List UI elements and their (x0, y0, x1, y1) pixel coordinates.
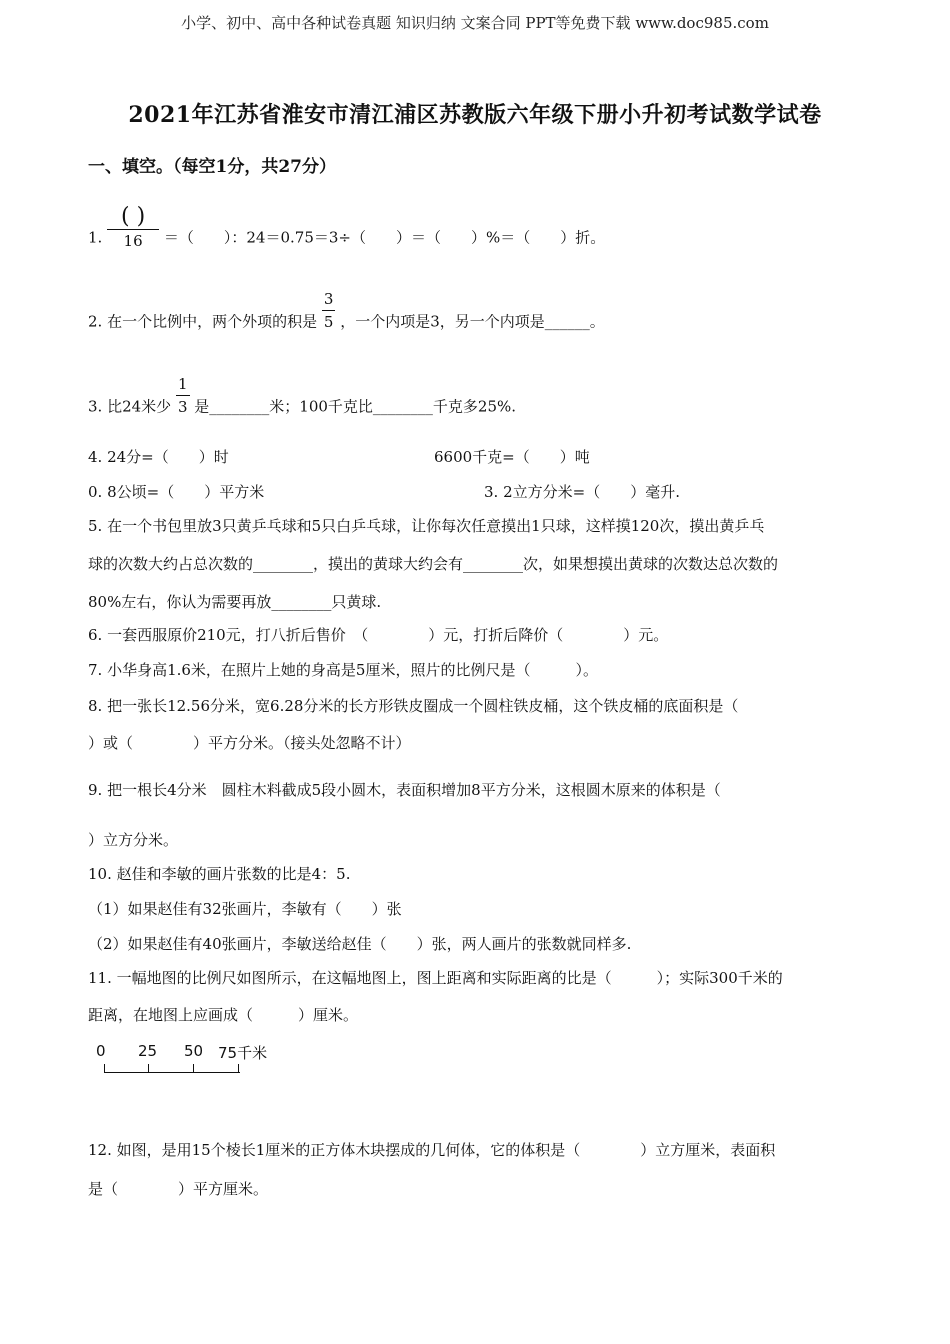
q1-number: 1. (88, 228, 103, 247)
q3-text-post: 是________米；100千克比________千克多25%. (194, 397, 517, 416)
q3-frac-numerator: 1 (177, 375, 188, 393)
q2-text-pre: 2. 在一个比例中，两个外项的积是 (88, 312, 318, 331)
question-4a: 4. 24分=（ ）时 (88, 448, 229, 466)
question-8-line1: 8. 把一张长12.56分米，宽6.28分米的长方形铁皮圈成一个圆柱铁皮桶，这个铁皮桶的底面积是（ (88, 697, 739, 715)
question-5-line3: 80%左右，你认为需要再放________只黄球. (88, 593, 382, 611)
question-11-line2: 距离，在地图上应画成（ ）厘米。 (88, 1006, 359, 1024)
q1-fraction (107, 206, 159, 251)
q3-fraction (176, 374, 190, 417)
q1-frac-denominator: 16 (123, 232, 143, 250)
scale-tick (104, 1064, 105, 1073)
q1-text: ＝（ ）：24＝0.75＝3÷（ ）＝（ ）%＝（ ）折。 (163, 228, 606, 247)
scale-tick (193, 1064, 194, 1073)
scale-tick (238, 1064, 239, 1073)
page-title: 2021年江苏省淮安市清江浦区苏教版六年级下册小升初考试数学试卷 (128, 102, 822, 128)
question-9-line1: 9. 把一根长4分米 圆柱木料截成5段小圆木，表面积增加8平方分米，这根圆木原来的体积是（ (88, 781, 721, 799)
scale-label-0: 0 (96, 1042, 106, 1060)
q3-frac-denominator: 3 (177, 398, 188, 416)
question-5-line1: 5. 在一个书包里放3只黄乒乓球和5只白乒乓球，让你每次任意摸出1只球，这样摸120次，摸出黄乒乓 (88, 517, 765, 535)
q2-frac-numerator: 3 (323, 290, 334, 308)
question-7: 7. 小华身高1.6米，在照片上她的身高是5厘米，照片的比例尺是（ ）。 (88, 661, 598, 679)
question-1 (88, 204, 606, 261)
q1-frac-numerator: ( ) (121, 204, 146, 229)
q2-frac-denominator: 5 (323, 313, 334, 331)
question-5-line2: 球的次数大约占总次数的________，摸出的黄球大约会有________次，如果想摸出黄球的次数达总次数的 (88, 555, 779, 573)
question-11-line1: 11. 一幅地图的比例尺如图所示，在这幅地图上，图上距离和实际距离的比是（ ）；实际300千米的 (88, 969, 783, 987)
page-header: 小学、初中、高中各种试卷真题 知识归纳 文案合同 PPT等免费下载 www.doc985.com (181, 14, 769, 32)
scale-label-75: 75千米 (218, 1044, 268, 1062)
question-4c: 0. 8公顷=（ ）平方米 (88, 483, 265, 501)
question-2 (88, 290, 605, 344)
scale-tick (148, 1064, 149, 1073)
question-10-line3: （2）如果赵佳有40张画片，李敏送给赵佳（ ）张，两人画片的张数就同样多. (88, 935, 632, 953)
q3-text-pre: 3. 比24米少 (88, 397, 172, 416)
q2-text-post: ，一个内项是3，另一个内项是______。 (340, 312, 605, 331)
question-10-line1: 10. 赵佳和李敏的画片张数的比是4：5. (88, 865, 351, 883)
map-scale-bar (96, 1042, 296, 1078)
q2-fraction (322, 289, 336, 332)
scale-line (104, 1072, 240, 1073)
question-4d: 3. 2立方分米=（ ）毫升. (484, 483, 680, 501)
question-12-line2: 是（ ）平方厘米。 (88, 1180, 269, 1198)
question-12-line1: 12. 如图，是用15个棱长1厘米的正方体木块摆成的几何体，它的体积是（ ）立方厘米，表面积 (88, 1141, 776, 1159)
question-10-line2: （1）如果赵佳有32张画片，李敏有（ ）张 (88, 900, 402, 918)
section-heading: 一、填空。（每空1分，共27分） (88, 157, 336, 177)
question-4b: 6600千克=（ ）吨 (434, 448, 590, 466)
scale-label-50: 50 (184, 1042, 204, 1060)
question-3 (88, 375, 517, 429)
question-6: 6. 一套西服原价210元，打八折后售价 （ ）元，打折后降价（ ）元。 (88, 626, 669, 644)
scale-label-25: 25 (138, 1042, 158, 1060)
question-8-line2: ）或（ ）平方分米。（接头处忽略不计） (88, 734, 411, 752)
question-9-line2: ）立方分米。 (88, 831, 179, 849)
